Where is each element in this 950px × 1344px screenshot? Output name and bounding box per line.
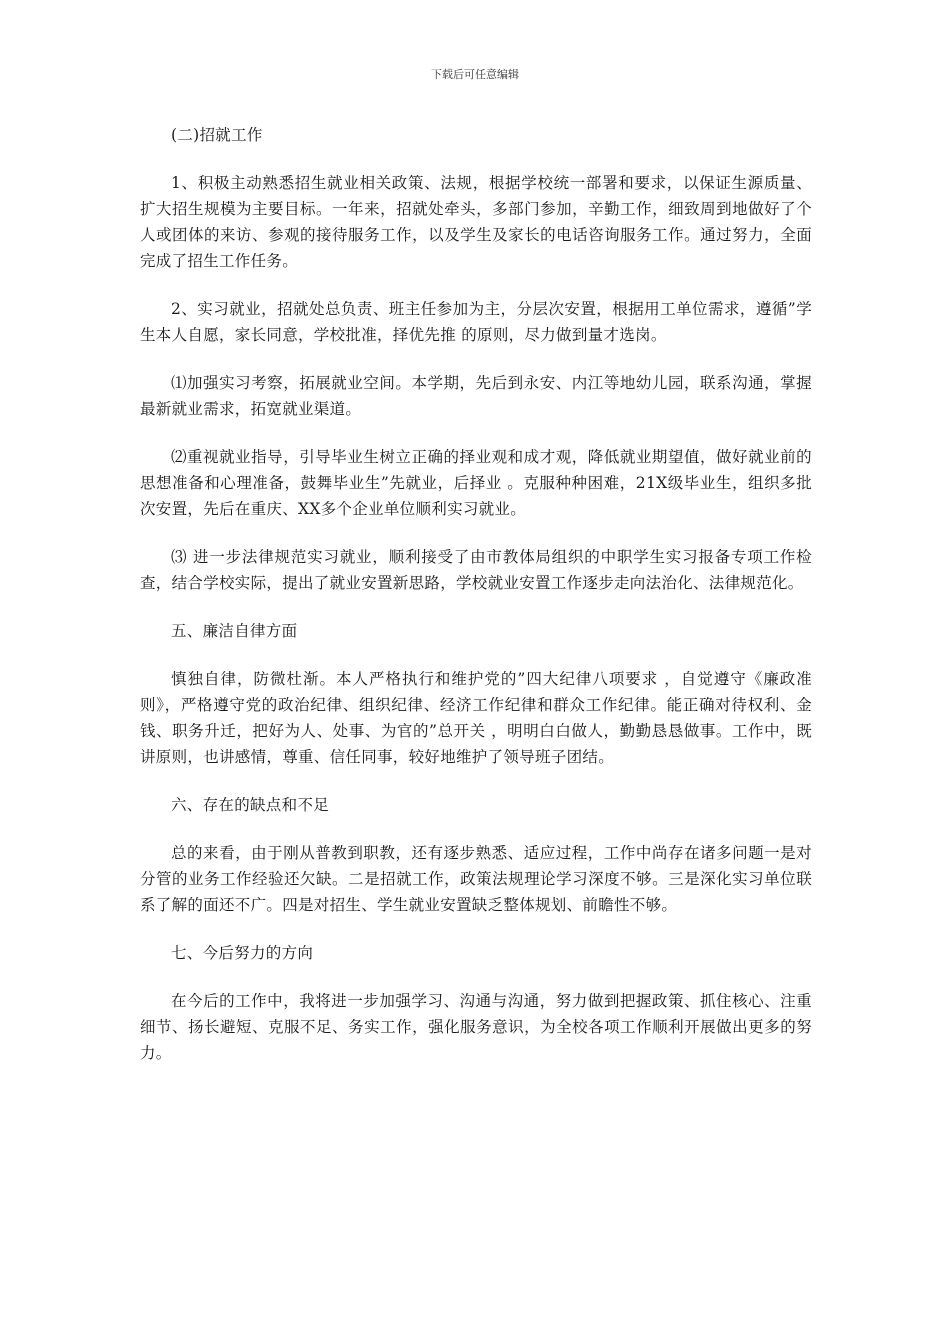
paragraph-internship-employment: 2、实习就业，招就处总负责、班主任参加为主，分层次安置，根据用工单位需求，遵循”学生本人自愿，家长同意，学校批准，择优先推 的原则，尽力做到量才选岗。 [140, 300, 812, 344]
section-heading-recruitment: (二)招就工作 [171, 126, 263, 144]
paragraph-recruitment-policy: 1、积极主动熟悉招生就业相关政策、法规，根据学校统一部署和要求，以保证生源质量、扩大招生规模为主要目标。一年来，招就处牵头，多部门参加，辛勤工作，细致周到地做好了个人或团体的来访、参观的接待服务工作，以及学生及家长的电话咨询服务工作。通过努力，全面完成了招生工作任务。 [140, 174, 812, 270]
section-heading-shortcomings: 六、存在的缺点和不足 [171, 796, 330, 814]
document-body [140, 122, 812, 1066]
section-heading-future-direction: 七、今后努力的方向 [171, 944, 314, 962]
paragraph-legal-standardization: ⑶ 进一步法律规范实习就业，顺利接受了由市教体局组织的中职学生实习报备专项工作检查，结合学校实际，提出了就业安置新思路，学校就业安置工作逐步走向法治化、法律规范化。 [140, 548, 812, 592]
page-header: 下载后可任意编辑 [431, 68, 519, 81]
paragraph-integrity: 慎独自律，防微杜渐。本人严格执行和维护党的”四大纪律八项要求 ，自觉遵守《廉政准则》，严格遵守党的政治纪律、组织纪律、经济工作纪律和群众工作纪律。能正确对待权利、金钱、职务升迁，把好为人、处事、为官的”总开关 ，明明白白做人，勤勤恳恳做事。工作中，既讲原则，也讲感情，尊重、信任同事，较好地维护了领导班子团结。 [140, 670, 812, 766]
paragraph-future-direction: 在今后的工作中，我将进一步加强学习、沟通与沟通，努力做到把握政策、抓住核心、注重细节、扬长避短、克服不足、务实工作，强化服务意识，为全校各项工作顺利开展做出更多的努力。 [140, 992, 812, 1062]
paragraph-employment-guidance: ⑵重视就业指导，引导毕业生树立正确的择业观和成才观，降低就业期望值，做好就业前的思想准备和心理准备，鼓舞毕业生”先就业，后择业 。克服种种困难，21X级毕业生，组织多批次安置，先后在重庆、XX多个企业单位顺利实习就业。 [140, 448, 812, 518]
section-heading-integrity: 五、廉洁自律方面 [171, 622, 298, 640]
paragraph-internship-inspection: ⑴加强实习考察，拓展就业空间。本学期，先后到永安、内江等地幼儿园，联系沟通，掌握最新就业需求，拓宽就业渠道。 [140, 374, 812, 418]
paragraph-shortcomings: 总的来看，由于刚从普教到职教，还有逐步熟悉、适应过程，工作中尚存在诸多问题一是对分管的业务工作经验还欠缺。二是招就工作，政策法规理论学习深度不够。三是深化实习单位联系了解的面还不广。四是对招生、学生就业安置缺乏整体规划、前瞻性不够。 [140, 844, 812, 914]
